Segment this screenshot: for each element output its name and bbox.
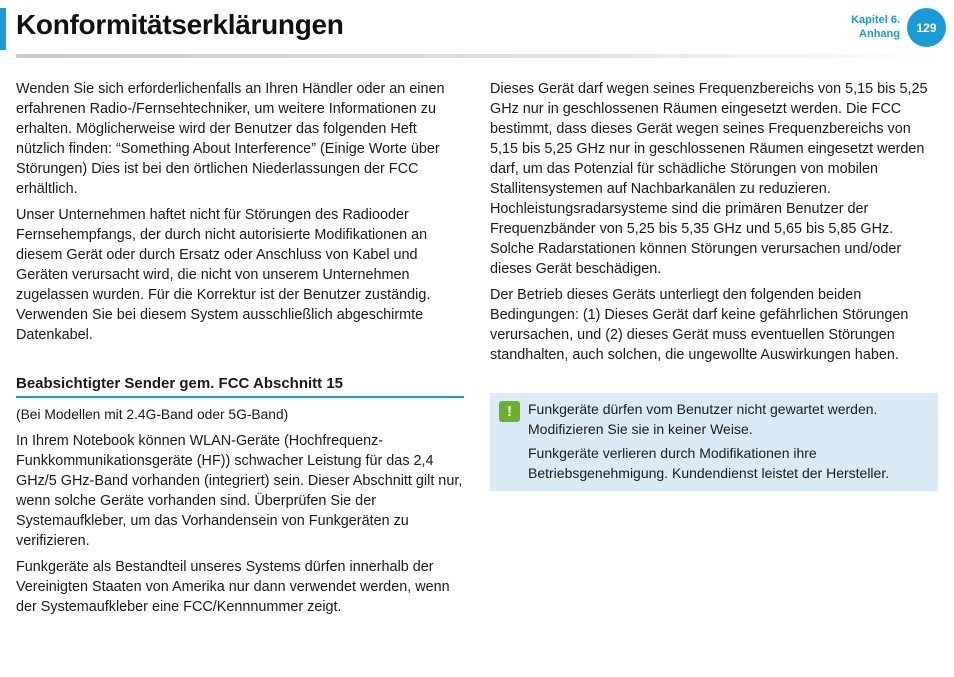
warning-icon: !: [499, 401, 520, 422]
paragraph: Unser Unternehmen haftet nicht für Störungen des Radiooder Fernsehempfangs, der durch nicht autorisierte Modifikationen an diesem Gerät oder durch Ersatz oder Anschluss von Kabel und Geräten verursacht wird, die nicht von unserem Unternehmen zugelassen wurden. Für die Korrektur ist der Benutzer zuständig. Verwenden Sie bei diesem System ausschließlich abgeschirmte Datenkabel.: [16, 207, 431, 343]
chapter-number: Kapitel 6.: [851, 14, 900, 26]
section-heading: Beabsichtigter Sender gem. FCC Abschnitt 15: [16, 374, 464, 398]
paragraph: Wenden Sie sich erforderlichenfalls an Ihren Händler oder an einen erfahrenen Radio-/Fernsehtechniker, um weitere Informationen zu erhalten. Möglicherweise wird der Benutzer das folgenden Heft nützlich finden: “Something About Interference” (Einige Worte über Störungen) Dies ist bei den örtlichen Niederlassungen der FCC erhältlich.: [16, 81, 445, 197]
chapter-label: [851, 13, 900, 41]
title-divider: [16, 54, 938, 58]
section-note: (Bei Modellen mit 2.4G-Band oder 5G-Band): [16, 407, 289, 422]
left-column: [16, 79, 464, 623]
paragraph: In Ihrem Notebook können WLAN-Geräte (Hochfrequenz-Funkkommunikationsgeräte (HF)) schwacher Leistung für das 2,4 GHz/5 GHz-Band vorhanden (integriert) sein. Dieser Abschnitt gilt nur, wenn solche Geräte vorhanden sind. Überprüfen Sie der Systemaufkleber, um das Vorhandensein von Funkgeräten zu verifizieren.: [16, 433, 463, 549]
page-number-badge: 129: [907, 8, 946, 47]
title-accent-bar: [0, 8, 6, 50]
note-text: Funkgeräte verlieren durch Modifikationen ihre Betriebsgenehmigung. Kundendienst leistet der Hersteller.: [528, 445, 890, 481]
paragraph: Dieses Gerät darf wegen seines Frequenzbereichs von 5,15 bis 5,25 GHz nur in geschlossenen Räumen eingesetzt werden. Die FCC bestimmt, dass dieses Gerät wegen seines Frequenzbereichs von 5,15 bis 5,25 GHz nur in geschlossenen Räumen eingesetzt werden darf, um das Potenzial für schädliche Störungen von mobilen Stallitensystemen auf Nachbarkanälen zu reduzieren. Hochleistungsradarsysteme sind die primären Benutzer der Frequenzbänder von 5,25 bis 5,35 GHz und 5,65 bis 5,85 GHz. Solche Radarstationen können Störungen verursachen und/oder dieses Gerät beschädigen.: [490, 81, 928, 277]
note-text: Funkgeräte dürfen vom Benutzer nicht gewartet werden. Modifizieren Sie sie in keiner Weise.: [528, 401, 878, 437]
paragraph: Funkgeräte als Bestandteil unseres Systems dürfen innerhalb der Vereinigten Staaten von Amerika nur dann verwendet werden, wenn der Systemaufkleber eine FCC/Kennnummer zeigt.: [16, 559, 450, 615]
paragraph: Der Betrieb dieses Geräts unterliegt den folgenden beiden Bedingungen: (1) Dieses Gerät darf keine gefährlichen Störungen verursachen, und (2) dieses Gerät muss eventuellen Störungen standhalten, auch solchen, die ungewollte Auswirkungen haben.: [490, 287, 909, 363]
page-title: Konformitätserklärungen: [16, 9, 344, 40]
caution-note-box: [490, 393, 938, 491]
chapter-name: Anhang: [859, 28, 900, 40]
right-column: [490, 79, 938, 491]
